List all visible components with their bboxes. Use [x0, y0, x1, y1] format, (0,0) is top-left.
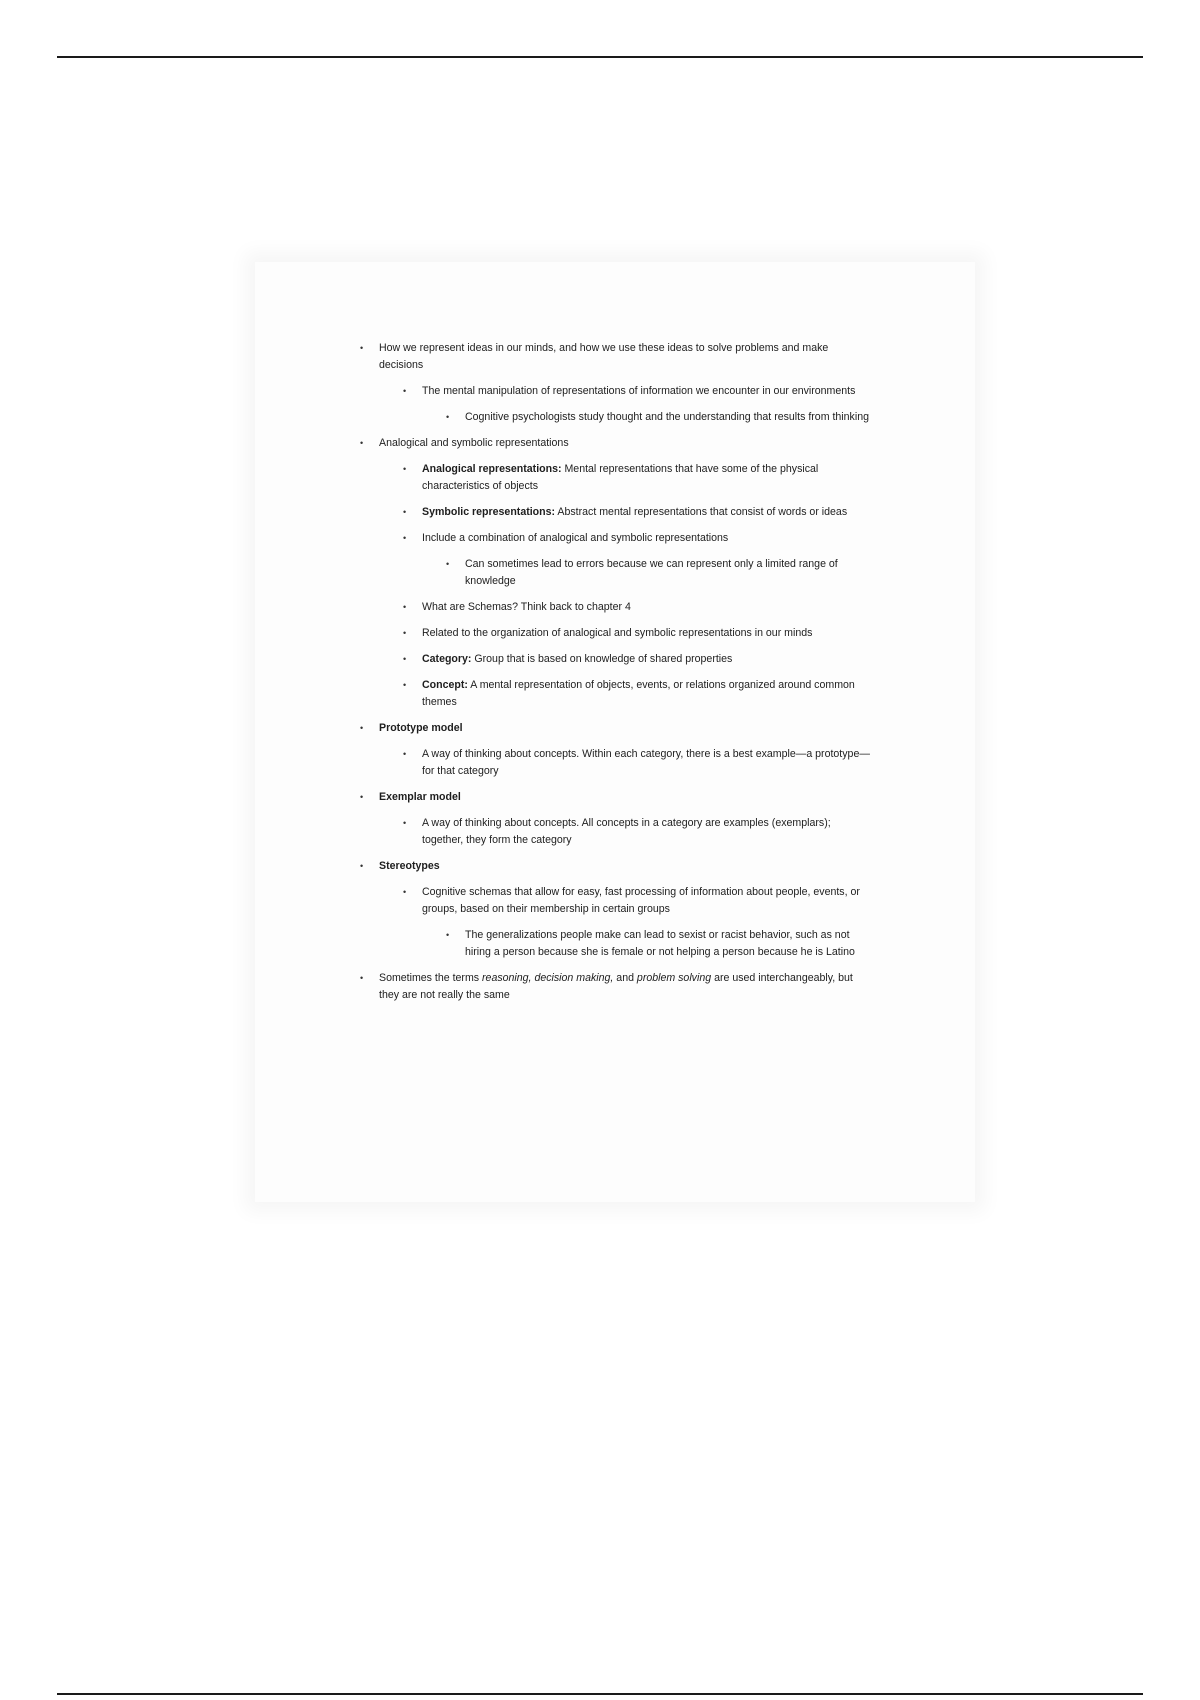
term-label: Category:	[422, 653, 472, 665]
term-label: Symbolic representations:	[422, 506, 556, 518]
text-run: Analogical and symbolic representations	[379, 437, 569, 449]
bullet-icon: •	[360, 973, 364, 983]
bullet-icon: •	[403, 628, 407, 638]
emphasis-text: problem solving	[636, 972, 712, 984]
outline-item-text	[465, 927, 873, 961]
term-label: Analogical representations:	[422, 463, 562, 475]
text-run: Related to the organization of analogical and symbolic representations in our minds	[422, 627, 813, 639]
outline-item-level-3	[358, 927, 873, 961]
emphasis-text: reasoning, decision making,	[482, 972, 614, 984]
outline-item-level-2	[358, 599, 873, 616]
text-run: and	[613, 972, 637, 984]
outline-item-text	[422, 383, 873, 400]
outline-item-level-2	[358, 677, 873, 711]
outline-item-text	[422, 625, 873, 642]
bullet-icon: •	[403, 602, 407, 612]
outline-item-level-1	[358, 789, 873, 806]
bullet-icon: •	[360, 792, 364, 802]
text-run: How we represent ideas in our minds, and how we use these ideas to solve problems and make decisions	[379, 342, 829, 371]
term-label: Prototype model	[379, 722, 463, 734]
term-label: Concept:	[422, 679, 468, 691]
text-run: Sometimes the terms	[379, 972, 483, 984]
outline-item-text	[379, 970, 873, 1004]
bullet-icon: •	[360, 723, 364, 733]
bullet-icon: •	[446, 559, 450, 569]
outline-item-level-1	[358, 340, 873, 374]
outline-item-level-2	[358, 815, 873, 849]
text-run: A way of thinking about concepts. Within each category, there is a best example—a prototype—for that category	[422, 748, 870, 777]
bullet-icon: •	[403, 818, 407, 828]
outline-item-level-2	[358, 746, 873, 780]
text-run: What are Schemas? Think back to chapter 4	[422, 601, 631, 613]
bullet-outline	[358, 340, 873, 1013]
slide-image	[255, 262, 975, 1202]
text-run: are used interchangeably, but they are not really the same	[379, 972, 853, 1001]
outline-item-level-2	[358, 625, 873, 642]
text-run: The mental manipulation of representations of information we encounter in our environments	[422, 385, 856, 397]
text-run: Can sometimes lead to errors because we can represent only a limited range of knowledge	[465, 558, 838, 587]
page-header-rule	[57, 56, 1143, 58]
outline-item-level-3	[358, 556, 873, 590]
outline-item-level-3	[358, 409, 873, 426]
text-run: The generalizations people make can lead to sexist or racist behavior, such as not hiring a person because she is female or not helping a person because he is Latino	[465, 929, 855, 958]
bullet-icon: •	[360, 438, 364, 448]
text-run: A mental representation of objects, events, or relations organized around common themes	[422, 679, 855, 708]
bullet-icon: •	[403, 680, 407, 690]
outline-item-level-1	[358, 435, 873, 452]
bullet-icon: •	[403, 533, 407, 543]
outline-item-level-1	[358, 970, 873, 1004]
bullet-icon: •	[446, 412, 450, 422]
outline-item-text	[422, 530, 873, 547]
bullet-icon: •	[403, 654, 407, 664]
outline-item-text	[379, 720, 873, 737]
outline-item-level-2	[358, 884, 873, 918]
outline-item-text	[379, 858, 873, 875]
outline-item-level-2	[358, 461, 873, 495]
outline-item-text	[422, 599, 873, 616]
outline-item-level-2	[358, 383, 873, 400]
outline-item-text	[465, 556, 873, 590]
text-run: Cognitive psychologists study thought and the understanding that results from thinking	[465, 411, 869, 423]
outline-item-text	[379, 435, 873, 452]
text-run: Group that is based on knowledge of shared properties	[471, 653, 733, 665]
outline-item-text	[422, 884, 873, 918]
outline-item-level-1	[358, 858, 873, 875]
bullet-icon: •	[403, 386, 407, 396]
page-footer-rule	[57, 1693, 1143, 1695]
bullet-icon: •	[446, 930, 450, 940]
outline-item-text	[422, 815, 873, 849]
outline-item-text	[379, 340, 873, 374]
term-label: Exemplar model	[379, 791, 461, 803]
outline-item-level-2	[358, 530, 873, 547]
text-run: Mental representations that have some of the physical characteristics of objects	[422, 463, 819, 492]
text-run: Abstract mental representations that consist of words or ideas	[555, 506, 848, 518]
bullet-icon: •	[403, 507, 407, 517]
text-run: A way of thinking about concepts. All concepts in a category are examples (exemplars); together, they form the category	[422, 817, 831, 846]
outline-item-level-1	[358, 720, 873, 737]
bullet-icon: •	[403, 887, 407, 897]
outline-item-level-2	[358, 504, 873, 521]
bullet-icon: •	[403, 464, 407, 474]
bullet-icon: •	[360, 861, 364, 871]
outline-item-text	[379, 789, 873, 806]
outline-item-text	[422, 651, 873, 668]
outline-item-text	[422, 677, 873, 711]
outline-item-text	[422, 746, 873, 780]
bullet-icon: •	[403, 749, 407, 759]
term-label: Stereotypes	[379, 860, 440, 872]
outline-item-text	[422, 504, 873, 521]
bullet-icon: •	[360, 343, 364, 353]
outline-item-level-2	[358, 651, 873, 668]
outline-item-text	[422, 461, 873, 495]
outline-item-text	[465, 409, 873, 426]
text-run: Cognitive schemas that allow for easy, fast processing of information about people, events, or groups, based on their membership in certain groups	[422, 886, 860, 915]
text-run: Include a combination of analogical and symbolic representations	[422, 532, 729, 544]
